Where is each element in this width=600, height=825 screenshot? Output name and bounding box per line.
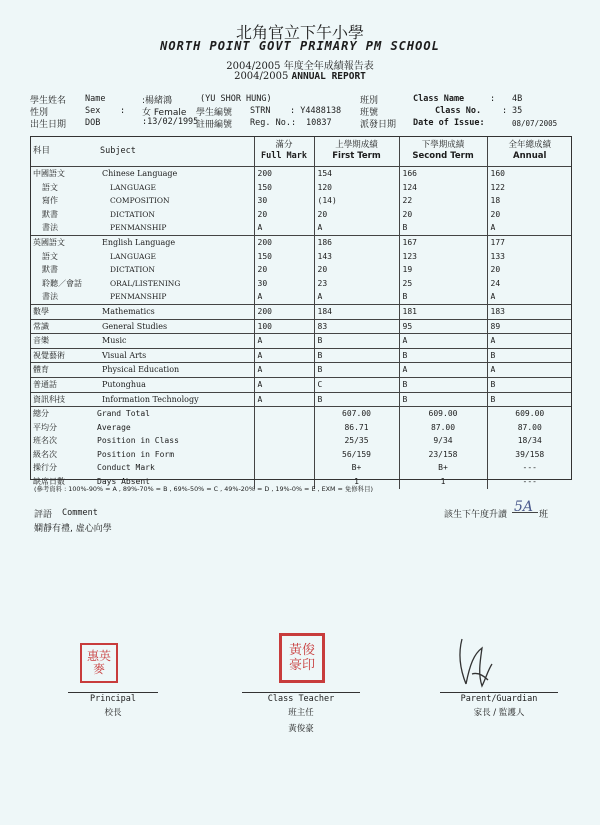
principal-seal: 惠英 麥: [80, 643, 118, 683]
annual-summary-cell: 18/34: [487, 434, 572, 448]
teacher-name: 黃俊豪: [288, 724, 314, 734]
teacher-sign-line: [242, 692, 360, 693]
annual-summary-cell: 87.00: [487, 421, 572, 435]
summary-row: [30, 434, 572, 448]
subject-header-en: Subject: [94, 136, 254, 167]
full-mark-cell: 20: [254, 208, 314, 222]
subject-name-zh: 數學: [30, 304, 94, 319]
first-summary-cell: B+: [314, 461, 399, 475]
subject-row: [30, 377, 572, 392]
principal-label-en: Principal: [89, 694, 137, 704]
parent-sign-line: [440, 692, 558, 693]
class-value: 4B: [512, 94, 523, 104]
comment-label-en: Comment: [62, 508, 98, 518]
class-colon: :: [490, 94, 496, 104]
first-cell: (14): [314, 194, 399, 208]
full-mark-cell: 30: [254, 277, 314, 291]
subject-name-zh: 中國語文: [33, 169, 65, 178]
subject-name-en: Visual Arts: [94, 348, 254, 363]
name-value-zh: :楊緒鴻: [142, 96, 173, 106]
full-mark-cell: [254, 407, 314, 421]
first-cell: B: [314, 348, 399, 363]
first-cell: 23: [314, 277, 399, 291]
annual-cell: 177: [487, 235, 572, 249]
full-mark-cell: 200: [254, 167, 314, 181]
subject-name-zh: 普通話: [30, 377, 94, 392]
subject-name-zh: 默書: [42, 209, 58, 219]
full-mark-header: 滿分 Full Mark: [254, 136, 314, 167]
summary-label-zh: 級名次: [33, 449, 57, 459]
parent-label-zh: 家長 / 監護人: [473, 708, 525, 718]
summary-row: [30, 407, 572, 421]
second-summary-cell: 23/158: [399, 448, 487, 462]
dob-label-en: DOB: [85, 118, 101, 128]
full-mark-cell: [254, 434, 314, 448]
annual-cell: B: [487, 377, 572, 392]
subject-name-zh: 默書: [42, 265, 58, 275]
promotion-label: 該生下午度升讀: [444, 510, 508, 520]
subject-header-zh: 科目: [30, 136, 94, 167]
teacher-label-en: Class Teacher: [267, 694, 335, 704]
first-term-header: 上學期成績 First Term: [314, 136, 399, 167]
summary-label-zh: 平均分: [33, 422, 57, 432]
parent-label-en: Parent/Guardian: [460, 694, 538, 704]
subject-name-en: PENMANSHIP: [110, 223, 167, 233]
subject-row: [30, 290, 572, 304]
annual-cell: 20: [487, 208, 572, 222]
subject-name-zh: 聆聽／會話: [42, 278, 82, 288]
full-mark-cell: A: [254, 363, 314, 378]
second-term-header: 下學期成績 Second Term: [399, 136, 487, 167]
subject-name-zh: 書法: [42, 223, 58, 233]
annual-cell: 160: [487, 167, 572, 181]
teacher-seal: 黃俊 豪印: [279, 633, 325, 683]
subject-row: [30, 250, 572, 264]
comment-label-zh: 評語: [34, 510, 53, 520]
second-summary-cell: 1: [399, 475, 487, 489]
subject-row: [30, 221, 572, 235]
annual-cell: 24: [487, 277, 572, 291]
annual-cell: 183: [487, 304, 572, 319]
reg-label-en: Reg. No.:: [250, 118, 297, 128]
annual-cell: 133: [487, 250, 572, 264]
first-cell: A: [314, 221, 399, 235]
subject-name-en: COMPOSITION: [110, 196, 170, 206]
second-cell: B: [399, 221, 487, 235]
second-cell: 95: [399, 319, 487, 334]
second-cell: 20: [399, 208, 487, 222]
first-summary-cell: 86.71: [314, 421, 399, 435]
first-summary-cell: 607.00: [314, 407, 399, 421]
subject-name-zh: 體育: [30, 363, 94, 378]
summary-label-en: Position in Class: [97, 436, 179, 446]
sex-label-zh: 性別: [30, 108, 49, 118]
subject-name-zh: 英國語文: [30, 235, 94, 249]
summary-label-zh: 總分: [33, 409, 49, 419]
first-cell: B: [314, 363, 399, 378]
student-no-label-zh: 學生編號: [196, 108, 233, 118]
subject-row: [30, 392, 572, 407]
subject-name-en: Putonghua: [94, 377, 254, 392]
second-cell: B: [399, 290, 487, 304]
full-mark-cell: A: [254, 377, 314, 392]
class-no-label-zh: 班號: [360, 108, 379, 118]
subject-row: [30, 263, 572, 277]
subject-row: [30, 235, 572, 249]
sex-label-en: Sex: [85, 106, 101, 116]
full-mark-cell: 200: [254, 235, 314, 249]
issue-label-en: Date of Issue:: [413, 118, 485, 128]
report-title-en: [0, 71, 600, 82]
first-cell: A: [314, 290, 399, 304]
class-label-en: Class Name: [413, 94, 465, 104]
subject-row: [30, 363, 572, 378]
class-no-label-en: Class No.: [435, 106, 482, 116]
second-cell: 19: [399, 263, 487, 277]
sex-value: 女 Female: [142, 108, 187, 118]
full-mark-cell: A: [254, 348, 314, 363]
second-cell: 181: [399, 304, 487, 319]
school-name-zh: 北角官立下午小學: [235, 23, 364, 42]
subject-name-en: LANGUAGE: [110, 251, 156, 261]
second-cell: B: [399, 348, 487, 363]
subject-name-en: DICTATION: [110, 209, 155, 219]
school-name-en: NORTH POINT GOVT PRIMARY PM SCHOOL: [160, 39, 440, 53]
first-cell: 120: [314, 181, 399, 195]
promotion-suffix: 班: [539, 510, 549, 520]
full-mark-cell: A: [254, 392, 314, 407]
summary-row: [30, 461, 572, 475]
parent-signature: [452, 634, 502, 694]
report-year: 2004/2005: [234, 71, 289, 82]
summary-label-zh: 缺席日數: [33, 477, 65, 487]
class-no-value: 35: [512, 106, 523, 116]
subject-name-zh: 寫作: [42, 196, 58, 206]
name-label-en: Name: [85, 94, 106, 104]
summary-label-en: Grand Total: [97, 409, 150, 419]
first-cell: 184: [314, 304, 399, 319]
sex-colon: :: [120, 106, 126, 116]
table-header-row: [30, 136, 572, 167]
summary-label-en: Conduct Mark: [97, 463, 155, 473]
second-summary-cell: 87.00: [399, 421, 487, 435]
annual-cell: 122: [487, 181, 572, 195]
full-mark-cell: [254, 448, 314, 462]
full-mark-cell: 200: [254, 304, 314, 319]
first-cell: 20: [314, 208, 399, 222]
second-summary-cell: 9/34: [399, 434, 487, 448]
annual-cell: B: [487, 348, 572, 363]
annual-cell: A: [487, 334, 572, 349]
second-cell: 25: [399, 277, 487, 291]
full-mark-cell: 20: [254, 263, 314, 277]
second-cell: 124: [399, 181, 487, 195]
annual-cell: 20: [487, 263, 572, 277]
subject-name-en: PENMANSHIP: [110, 292, 167, 302]
full-mark-cell: A: [254, 290, 314, 304]
first-cell: 83: [314, 319, 399, 334]
first-cell: 154: [314, 167, 399, 181]
subject-name-zh: 資訊科技: [30, 392, 94, 407]
subject-row: [30, 194, 572, 208]
annual-header: 全年總成績 Annual: [487, 136, 572, 167]
summary-label-zh: 操行分: [33, 463, 57, 473]
full-mark-cell: A: [254, 334, 314, 349]
subject-name-en: Information Technology: [94, 392, 254, 407]
dob-value: :13/02/1995: [142, 117, 199, 127]
principal-sign-line: [68, 692, 158, 693]
subject-row: [30, 277, 572, 291]
class-label-zh: 班別: [360, 96, 379, 106]
first-cell: 186: [314, 235, 399, 249]
subject-name-en: DICTATION: [110, 265, 155, 275]
annual-summary-cell: ---: [487, 475, 572, 489]
subject-name-en: ORAL/LISTENING: [110, 278, 181, 288]
second-cell: 167: [399, 235, 487, 249]
annual-cell: A: [487, 363, 572, 378]
subject-name-zh: 音樂: [30, 334, 94, 349]
strn-label: STRN: [250, 106, 271, 116]
annual-summary-cell: 39/158: [487, 448, 572, 462]
first-cell: B: [314, 334, 399, 349]
class-no-colon: :: [502, 106, 508, 116]
subject-row: [30, 304, 572, 319]
comment-text: 嫻靜有禮, 虛心向學: [34, 524, 112, 534]
grades-table: [30, 136, 572, 489]
summary-label-zh: 班名次: [33, 436, 57, 446]
subject-row: [30, 167, 572, 181]
first-cell: B: [314, 392, 399, 407]
name-value-en: (YU SHOR HUNG): [200, 94, 272, 104]
subject-name-en: Physical Education: [94, 363, 254, 378]
subject-row: [30, 181, 572, 195]
second-cell: A: [399, 334, 487, 349]
subject-row: [30, 319, 572, 334]
subject-name-en: General Studies: [94, 319, 254, 334]
report-label: ANNUAL REPORT: [291, 71, 366, 82]
full-mark-cell: [254, 461, 314, 475]
grade-legend: (參考資料 : 100%-90% = A , 89%-70% = B , 69%-50% = C , 49%-20% = D , 19%-0% = E , EXM = 免修科目): [34, 485, 373, 493]
subject-name-zh: 語文: [42, 251, 58, 261]
full-mark-cell: 100: [254, 319, 314, 334]
principal-label-zh: 校長: [104, 708, 122, 718]
strn-value: : Y4488138: [290, 106, 342, 116]
summary-label-en: Position in Form: [97, 449, 175, 459]
annual-cell: A: [487, 290, 572, 304]
subject-row: [30, 348, 572, 363]
second-cell: A: [399, 363, 487, 378]
subject-name-zh: 視覺藝術: [30, 348, 94, 363]
first-cell: C: [314, 377, 399, 392]
annual-summary-cell: ---: [487, 461, 572, 475]
summary-label-en: Average: [97, 422, 131, 432]
annual-cell: 89: [487, 319, 572, 334]
first-cell: 143: [314, 250, 399, 264]
summary-label-en: Days Absent: [97, 477, 150, 487]
first-summary-cell: 56/159: [314, 448, 399, 462]
first-cell: 20: [314, 263, 399, 277]
promotion-class-handwritten: 5A: [514, 499, 534, 515]
full-mark-cell: 150: [254, 250, 314, 264]
issue-value: 08/07/2005: [512, 119, 558, 128]
subject-row: [30, 334, 572, 349]
annual-cell: B: [487, 392, 572, 407]
subject-name-en: English Language: [94, 235, 254, 249]
second-cell: B: [399, 377, 487, 392]
subject-name-en: Mathematics: [94, 304, 254, 319]
summary-row: [30, 421, 572, 435]
second-cell: 22: [399, 194, 487, 208]
annual-summary-cell: 609.00: [487, 407, 572, 421]
reg-value: 10837: [306, 118, 332, 128]
issue-label-zh: 派發日期: [360, 120, 397, 130]
name-label-zh: 學生姓名: [30, 96, 67, 106]
subject-name-en: Chinese Language: [102, 169, 178, 178]
subject-name-zh: 書法: [42, 292, 58, 302]
report-title-zh: 2004/2005 年度全年成績報告表: [226, 61, 374, 72]
subject-name-en: Music: [94, 334, 254, 349]
full-mark-cell: 30: [254, 194, 314, 208]
full-mark-cell: A: [254, 221, 314, 235]
dob-label-zh: 出生日期: [30, 120, 67, 130]
reg-label-zh: 註冊編號: [196, 120, 233, 130]
second-summary-cell: B+: [399, 461, 487, 475]
annual-cell: A: [487, 221, 572, 235]
subject-name-zh: 常識: [30, 319, 94, 334]
first-summary-cell: 25/35: [314, 434, 399, 448]
second-cell: 166: [399, 167, 487, 181]
subject-row: [30, 208, 572, 222]
annual-cell: 18: [487, 194, 572, 208]
second-cell: 123: [399, 250, 487, 264]
subject-name-en: LANGUAGE: [110, 182, 156, 192]
subject-name-zh: 語文: [42, 182, 58, 192]
second-cell: B: [399, 392, 487, 407]
first-summary-cell: 1: [314, 475, 399, 489]
second-summary-cell: 609.00: [399, 407, 487, 421]
teacher-label-zh: 班主任: [288, 708, 314, 718]
full-mark-cell: [254, 421, 314, 435]
summary-row: [30, 448, 572, 462]
full-mark-cell: 150: [254, 181, 314, 195]
